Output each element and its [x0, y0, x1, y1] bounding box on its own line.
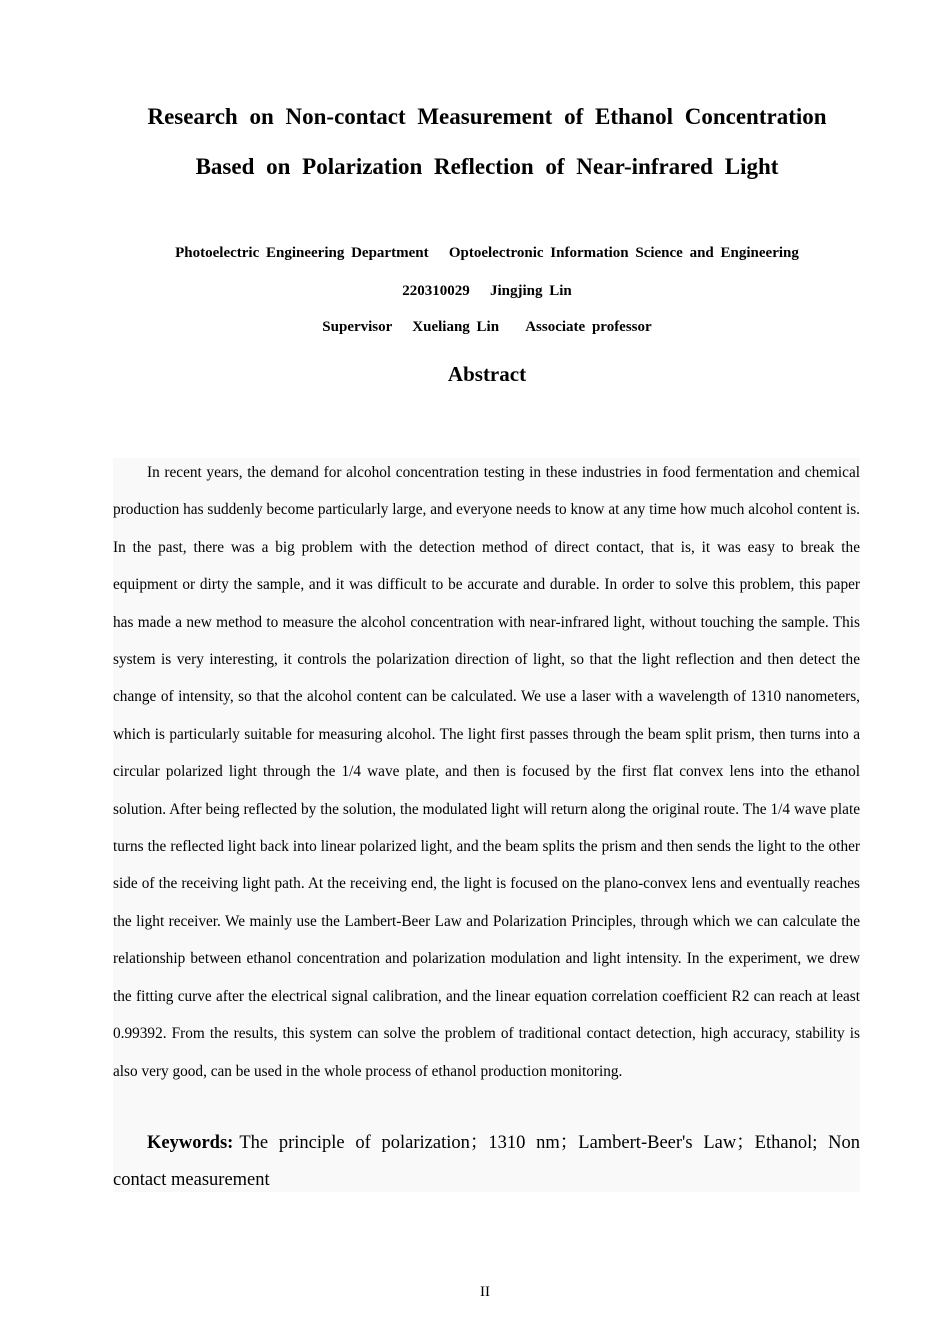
- paper-title-line-1: Research on Non-contact Measurement of Ethanol Concentration: [147, 104, 827, 129]
- keywords-text: The principle of polarization；1310 nm；Lambert-Beer's Law；Ethanol; Non contact measurement: [113, 1133, 860, 1190]
- page-number: II: [480, 1284, 490, 1300]
- abstract-body: In recent years, the demand for alcohol concentration testing in these industries in food fermentation and chemical production has suddenly become particularly large, and everyone needs to know at any time how much alcohol content is. In the past, there was a big problem with the detection method of direct contact, that is, it was easy to break the equipment or dirty the sample, and it was difficult to be accurate and durable. In order to solve this problem, this paper has made a new method to measure the alcohol concentration with near-infrared light, without touching the sample. This system is very interesting, it controls the polarization direction of light, so that the light reflection and then detect the change of intensity, so that the alcohol content can be calculated. We use a laser with a wavelength of 1310 nanometers, which is particularly suitable for measuring alcohol. The light first passes through the beam split prism, then turns into a circular polarized light through the 1/4 wave plate, and then is focused by the first flat convex lens into the ethanol solution. After being reflected by the solution, the modulated light will return along the original route. The 1/4 wave plate turns the reflected light back into linear polarized light, and the beam splits the prism and then sends the light to the other side of the receiving light path. At the receiving end, the light is focused on the plano-convex lens and eventually reaches the light receiver. We mainly use the Lambert-Beer Law and Polarization Principles, through which we can calculate the relationship between ethanol concentration and polarization modulation and light intensity. In the experiment, we drew the fitting curve after the electrical signal calibration, and the linear equation correlation coefficient R2 can reach at least 0.99392. From the results, this system can solve the problem of traditional contact detection, high accuracy, stability is also very good, can be used in the whole process of ethanol production monitoring.: [113, 464, 860, 1080]
- keywords-paragraph: [113, 1125, 860, 1199]
- department-line: Photoelectric Engineering Department Optoelectronic Information Science and Engineering: [175, 245, 799, 261]
- keywords-label: Keywords:: [147, 1133, 234, 1153]
- paper-title-line-2: Based on Polarization Reflection of Near-infrared Light: [195, 154, 779, 179]
- abstract-heading: Abstract: [447, 362, 527, 386]
- supervisor-line: Supervisor Xueliang Lin Associate professor: [322, 319, 652, 335]
- student-line: 220310029 Jingjing Lin: [402, 283, 572, 299]
